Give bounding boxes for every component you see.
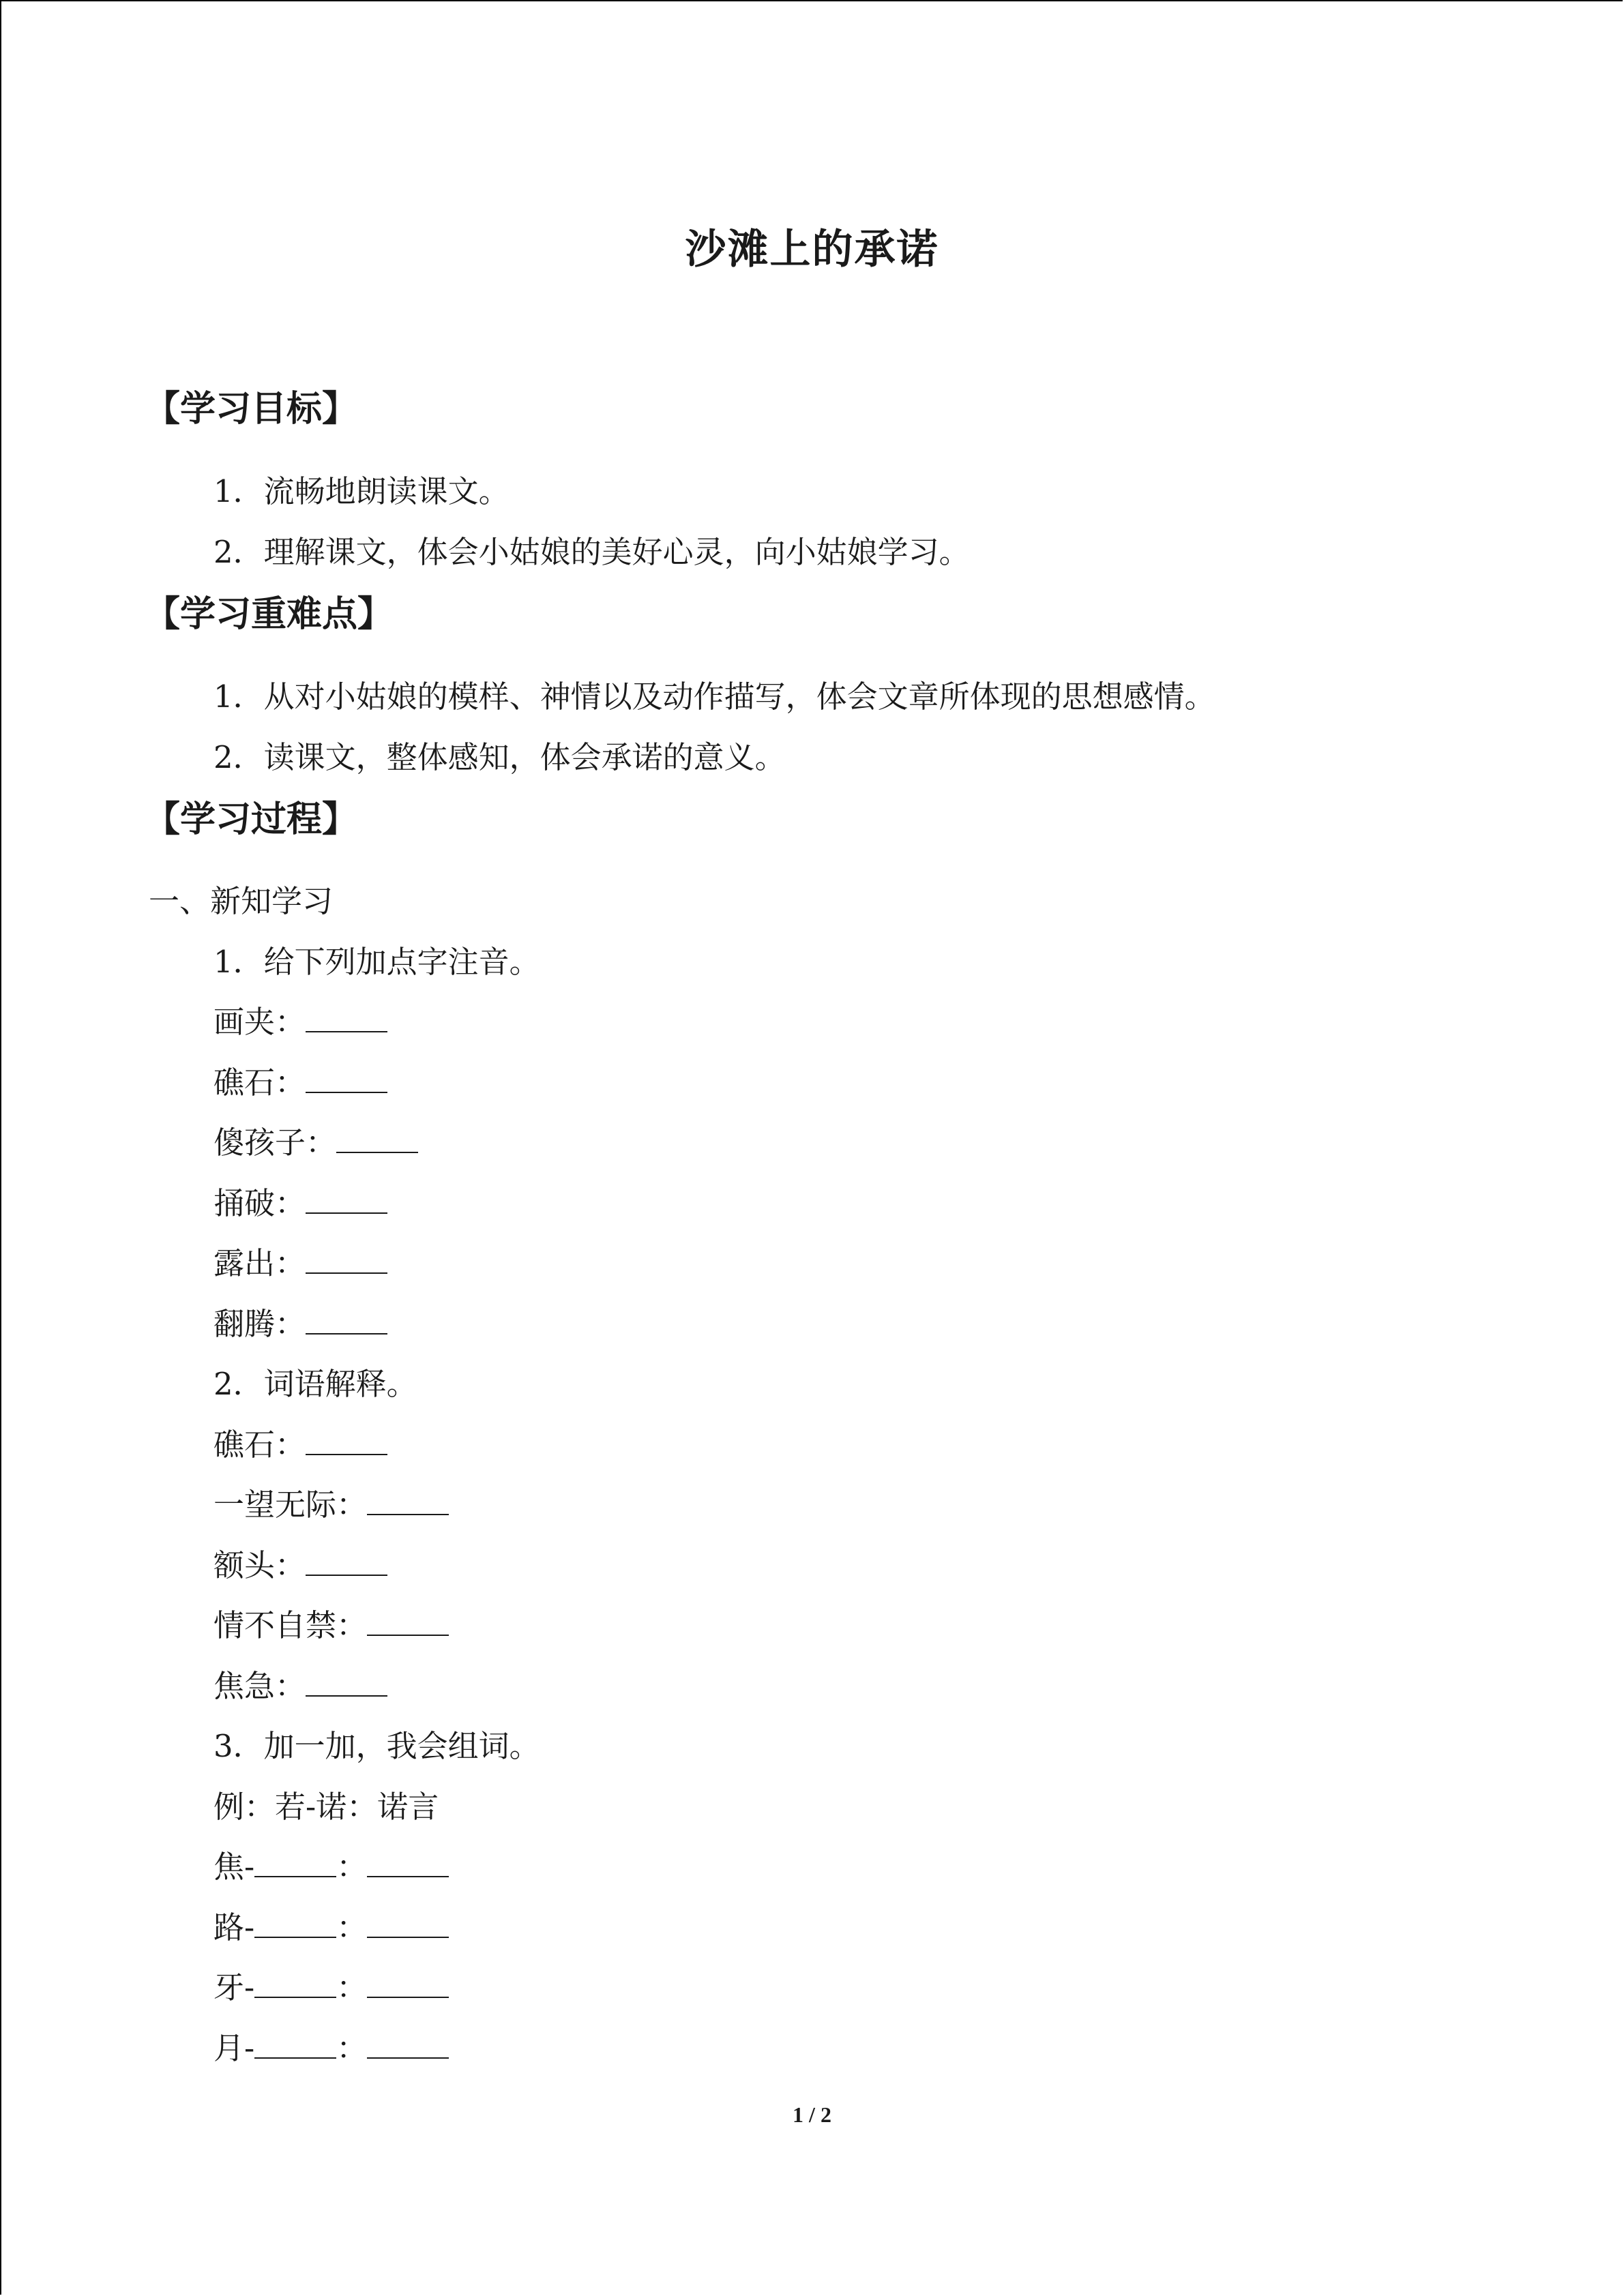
answer-blank[interactable] [254,1912,336,1938]
q3-item-char: 月- [213,2030,255,2066]
answer-blank[interactable] [367,1851,449,1877]
section-heading-goals: 【学习目标】 [145,389,358,430]
q1-item [213,1124,418,1161]
q1-item [213,1185,387,1221]
answer-blank[interactable] [306,1188,387,1214]
answer-blank[interactable] [367,1912,449,1938]
q2-item-label: 情不自禁： [213,1607,368,1643]
page-title: 沙滩上的承诺 [685,226,939,273]
q2-item-label: 礁石： [213,1427,306,1463]
q3-example: 例：若-诺：诺言 [213,1789,439,1825]
section-heading-key-points: 【学习重难点】 [145,594,394,635]
q1-item-label: 傻孩子： [213,1124,337,1161]
q3-item-char: 焦- [213,1849,255,1885]
answer-blank[interactable] [306,1007,387,1032]
q2-item-label: 一望无际： [213,1487,368,1523]
q2-item-label: 焦急： [213,1668,306,1704]
answer-blank[interactable] [306,1671,387,1697]
q2-item [213,1487,449,1523]
answer-blank[interactable] [367,1489,449,1515]
page-number: 1 / 2 [793,2102,831,2127]
answer-blank[interactable] [254,1972,336,1998]
key-point-item: 2．读课文，整体感知，体会承诺的意义。 [213,739,786,775]
q1-item [213,1245,387,1281]
q2-item [213,1547,387,1583]
answer-blank[interactable] [254,2033,336,2059]
q1-item [213,1064,387,1101]
q3-item-char: 路- [213,1909,255,1945]
answer-blank[interactable] [367,2033,449,2059]
q3-item-sep: ： [336,1969,368,2006]
question-2: 2．词语解释。 [213,1366,417,1402]
answer-blank[interactable] [306,1429,387,1455]
key-point-item: 1．从对小姑娘的模样、神情以及动作描写，体会文章所体现的思想感情。 [213,679,1215,715]
q1-item-label: 画夹： [213,1004,306,1040]
answer-blank[interactable] [254,1851,336,1877]
q1-item-label: 捅破： [213,1185,306,1221]
q3-item-sep: ： [336,1909,368,1945]
q1-item-label: 露出： [213,1245,306,1281]
answer-blank[interactable] [367,1972,449,1998]
q1-item-label: 翻腾： [213,1306,306,1342]
q2-item [213,1607,449,1643]
answer-blank[interactable] [336,1127,418,1153]
goal-item: 1．流畅地朗读课文。 [213,473,510,509]
q2-item [213,1668,387,1704]
q1-item [213,1306,387,1342]
q1-item [213,1004,387,1040]
q1-item-label: 礁石： [213,1064,306,1101]
answer-blank[interactable] [306,1248,387,1274]
answer-blank[interactable] [367,1610,449,1636]
q2-item-label: 额头： [213,1547,306,1583]
part-heading: 一、新知学习 [149,883,334,919]
q3-item-sep: ： [336,1849,368,1885]
answer-blank[interactable] [306,1067,387,1093]
q3-item-sep: ： [336,2030,368,2066]
q3-item [213,1909,449,1945]
q3-item-char: 牙- [213,1969,255,2006]
q3-item [213,2030,449,2066]
answer-blank[interactable] [306,1550,387,1576]
q2-item [213,1427,387,1463]
q3-item [213,1849,449,1885]
question-3: 3．加一加，我会组词。 [213,1728,540,1764]
section-heading-process: 【学习过程】 [145,799,358,840]
q3-item [213,1969,449,2006]
question-1: 1．给下列加点字注音。 [213,944,540,980]
answer-blank[interactable] [306,1309,387,1335]
goal-item: 2．理解课文，体会小姑娘的美好心灵，向小姑娘学习。 [213,534,970,570]
